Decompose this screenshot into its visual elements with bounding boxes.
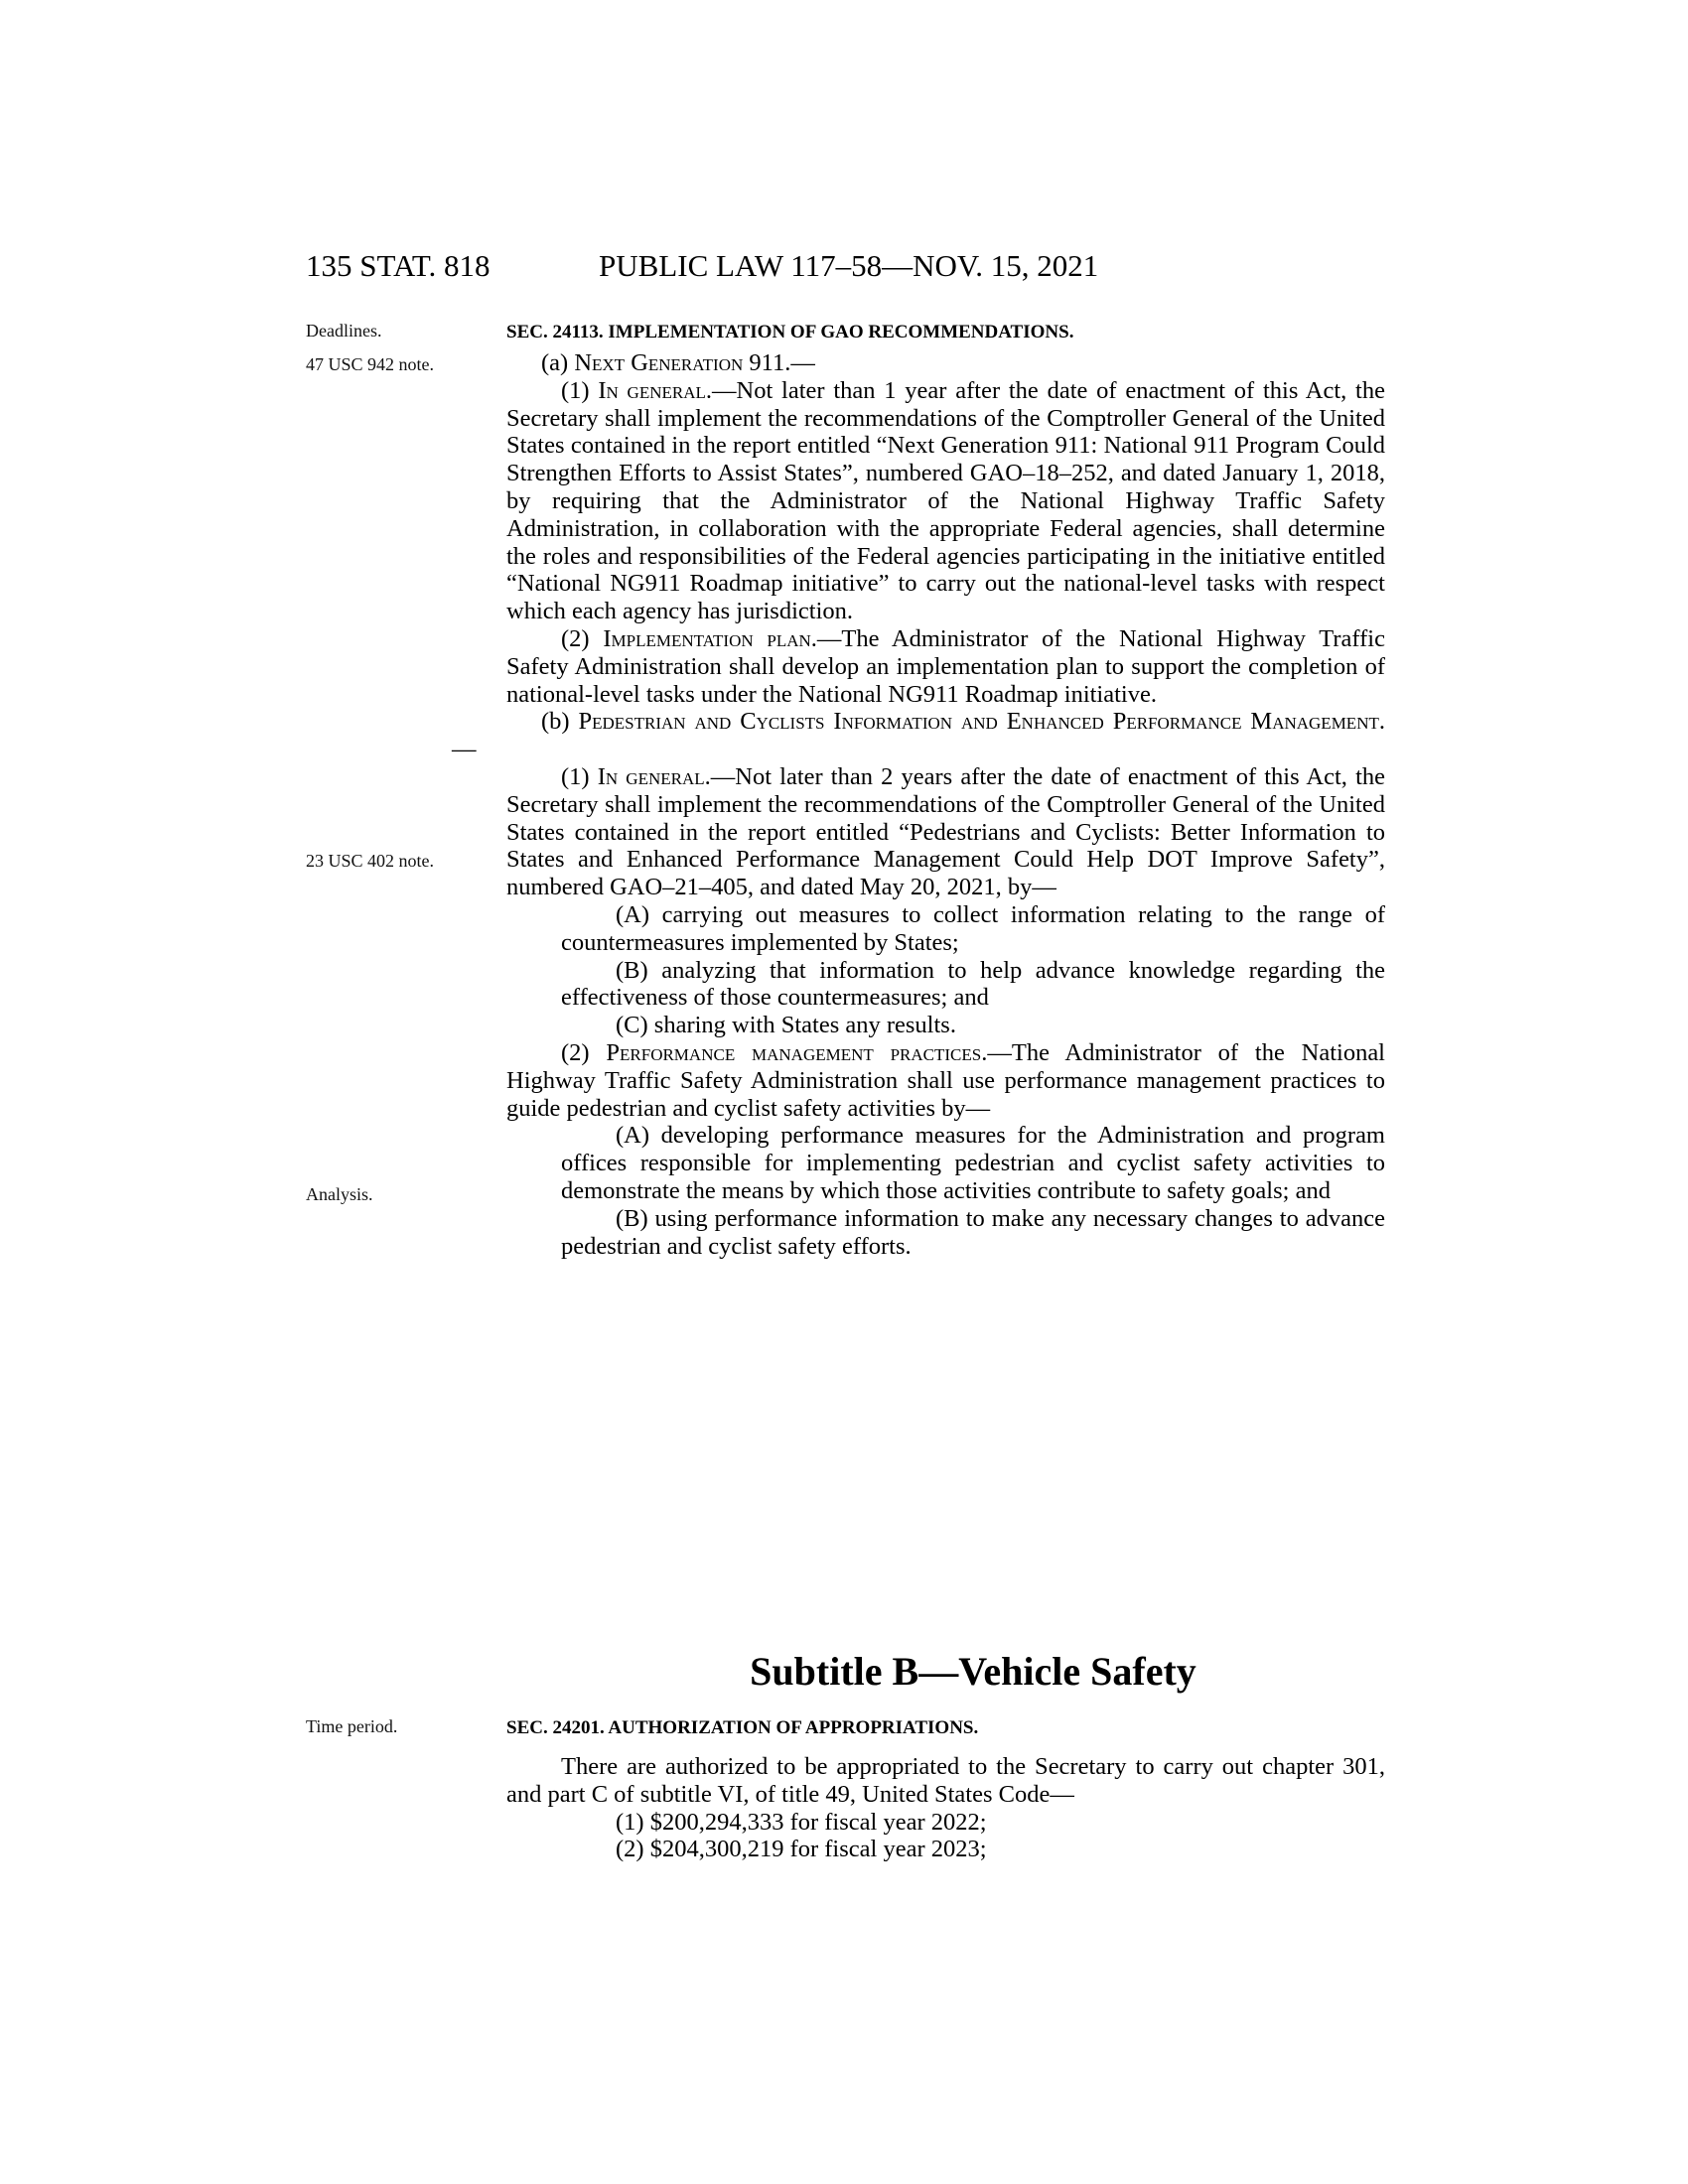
paragraph-a-1: (1) In general.—Not later than 1 year after the date of enactment of this Act, the Secretary shall implement the recommendations of the Comptroller General of the United States contained in the report entitled “Next Generation 911: National 911 Program Could Strengthen Efforts to Assist States”, numbered GAO–18–252, and dated January 1, 2018, by requiring that the Administrator of the National Highway Traffic Safety Administration, in collaboration with the appropriate Federal agencies, shall determine the roles and responsibilities of the Federal agencies participating in the initiative entitled “National NG911 Roadmap initiative” to carry out the national-level tasks with respect which each agency has jurisdiction. [506, 376, 1385, 625]
appropriation-item-2: (2) $204,300,219 for fiscal year 2023; [616, 1836, 987, 1863]
margin-note-analysis: Analysis. [306, 1184, 373, 1204]
paragraph-b-1: (1) In general.—Not later than 2 years after the date of enactment of this Act, the Secretary shall implement the recommendations of the Comptroller General of the United States contained in the report entitled “Pedestrians and Cyclists: Better Information to States and Enhanced Performance Management Could Help DOT Improve Safety”, numbered GAO–21–405, and dated May 20, 2021, by— [506, 762, 1386, 901]
paragraph-b-2: (2) Performance management practices.—The Administrator of the National Highway Traffic Safety Administration shall use performance management practices to guide pedestrian and cyclist safety activities by— [506, 1038, 1385, 1122]
subparagraph-b-2-A: (A) developing performance measures for the Administration and program offices responsible for implementing pedestrian and cyclist safety activities to demonstrate the means by which those activities contribute to safety goals; and [561, 1122, 1385, 1204]
subparagraph-b-2-B: (B) using performance information to make any necessary changes to advance pedestrian and cyclist safety efforts. [561, 1204, 1385, 1260]
section-24201-heading: SEC. 24201. AUTHORIZATION OF APPROPRIATIONS. [506, 1717, 979, 1738]
section-24113-heading: SEC. 24113. IMPLEMENTATION OF GAO RECOMMENDATIONS. [506, 322, 1074, 342]
appropriation-item-1: (1) $200,294,333 for fiscal year 2022; [616, 1808, 987, 1836]
margin-note-47-usc-942: 47 USC 942 note. [306, 354, 435, 374]
section-24201-intro: There are authorized to be appropriated to the Secretary to carry out chapter 301, and part C of subtitle VI, of title 49, United States Code— [506, 1753, 1385, 1808]
subtitle-text: Subtitle B—Vehicle Safety [750, 1649, 1196, 1694]
margin-note-deadlines: Deadlines. [306, 321, 382, 341]
section-24201-body [506, 1753, 1385, 1863]
subtitle-heading [0, 1648, 1688, 1695]
stat-page-reference: 135 STAT. 818 [306, 248, 491, 283]
subparagraph-b-1-A: (A) carrying out measures to collect information relating to the range of countermeasures implemented by States; [561, 900, 1385, 956]
public-law-reference: PUBLIC LAW 117–58—NOV. 15, 2021 [599, 248, 1099, 283]
subsection-a-heading: (a) Next Generation 911.— [541, 349, 815, 376]
margin-note-23-usc-402: 23 USC 402 note. [306, 851, 435, 871]
paragraph-a-2: (2) Implementation plan.—The Administrator of the National Highway Traffic Safety Administration shall develop an implementation plan to support the completion of national-level tasks under the National NG911 Roadmap initiative. [506, 624, 1385, 708]
subsection-b-heading: (b) Pedestrian and Cyclists Information and Enhanced Performance Management.— [452, 708, 1385, 763]
subparagraph-b-1-B: (B) analyzing that information to help advance knowledge regarding the effectiveness of those countermeasures; and [561, 956, 1385, 1012]
section-24113-body [452, 349, 1386, 1260]
margin-note-time-period: Time period. [306, 1716, 398, 1736]
subparagraph-b-1-C: (C) sharing with States any results. [616, 1012, 956, 1039]
